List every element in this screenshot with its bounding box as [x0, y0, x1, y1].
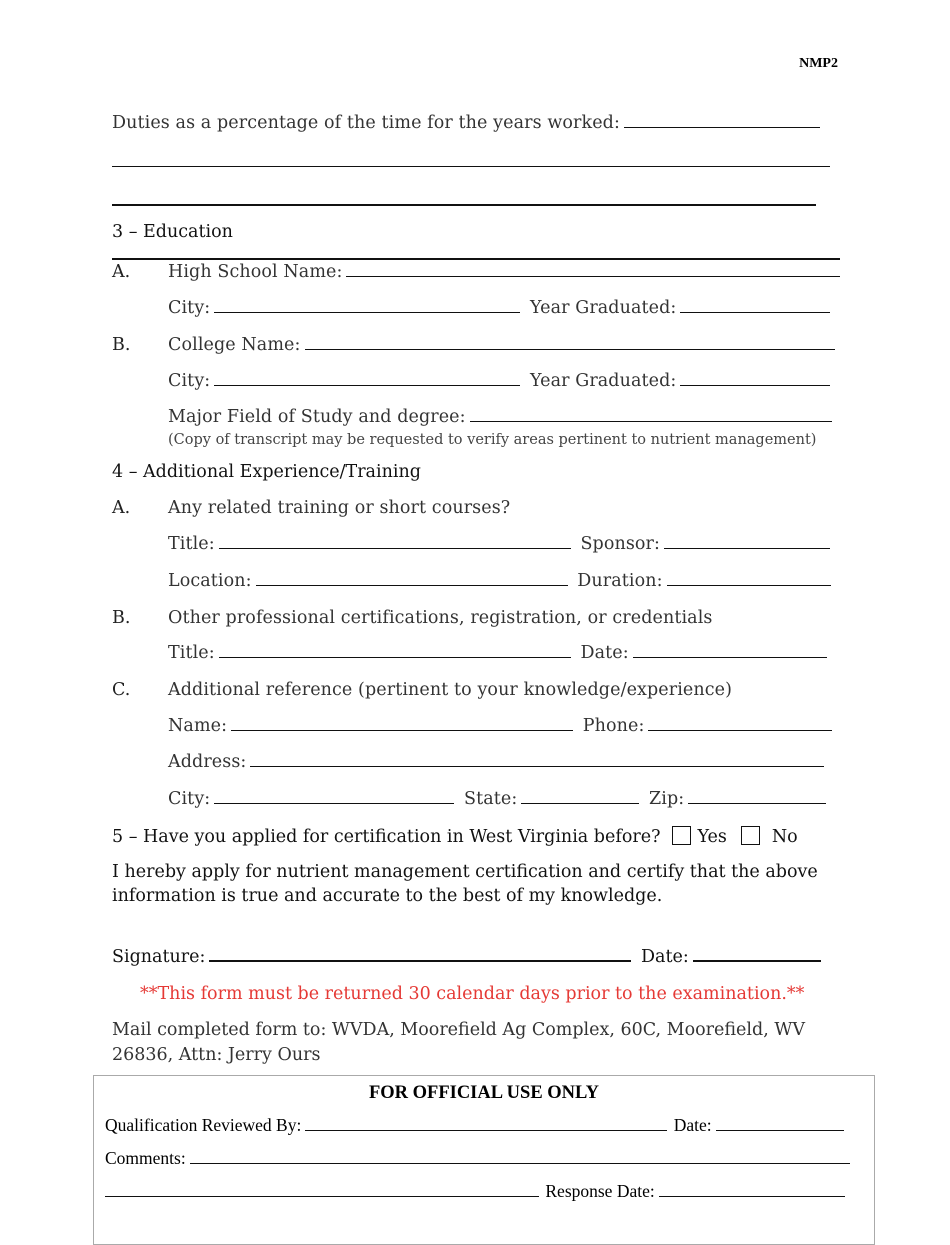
reference-address-row [168, 752, 824, 772]
training-question: Any related training or short courses? [168, 498, 511, 518]
reference-city-row [168, 789, 826, 809]
additional-b-letter: B. [112, 608, 131, 628]
education-b-letter: B. [112, 335, 131, 355]
education-divider [112, 258, 840, 260]
training-title-row [168, 534, 830, 554]
credential-date-field[interactable] [633, 657, 827, 658]
major-row [168, 407, 832, 427]
comments-row [105, 1148, 850, 1169]
college-city-label: City: [168, 371, 211, 391]
major-label: Major Field of Study and degree: [168, 407, 466, 427]
no-label: No [771, 827, 798, 847]
response-date-label: Response Date: [545, 1181, 655, 1201]
reference-city-field[interactable] [214, 803, 454, 804]
comments-label: Comments: [105, 1148, 186, 1168]
yes-checkbox[interactable] [672, 826, 691, 845]
credential-title-row [168, 643, 827, 663]
high-school-row [168, 262, 840, 282]
official-title: FOR OFFICIAL USE ONLY [368, 1083, 600, 1103]
additional-heading: 4 – Additional Experience/Training [112, 462, 421, 482]
duties-line-2[interactable] [112, 166, 830, 167]
signature-label: Signature: [112, 947, 206, 967]
response-date-field[interactable] [659, 1196, 845, 1197]
hs-year-label: Year Graduated: [529, 298, 677, 318]
reference-address-label: Address: [168, 752, 247, 772]
hs-city-row [168, 298, 830, 318]
reviewed-label: Qualification Reviewed By: [105, 1115, 302, 1135]
official-date-label: Date: [673, 1115, 712, 1135]
reference-city-label: City: [168, 789, 211, 809]
signature-date-field[interactable] [693, 960, 821, 962]
training-title-label: Title: [168, 534, 215, 554]
education-a-letter: A. [112, 262, 131, 282]
reference-question: Additional reference (pertinent to your knowledge/experience) [168, 680, 733, 700]
comments-field[interactable] [190, 1163, 850, 1164]
college-field[interactable] [305, 349, 835, 350]
location-row [168, 571, 831, 591]
sponsor-label: Sponsor: [580, 534, 661, 554]
reference-phone-label: Phone: [582, 716, 645, 736]
question5-row [112, 826, 798, 847]
no-checkbox[interactable] [741, 826, 760, 845]
signature-row [112, 947, 821, 967]
form-code: NMP2 [799, 56, 838, 71]
certify-line-1: I hereby apply for nutrient management certification and certify that the above [112, 862, 818, 882]
duties-label: Duties as a percentage of the time for the years worked: [112, 113, 620, 133]
credentials-question: Other professional certifications, registration, or credentials [168, 608, 713, 628]
credential-title-label: Title: [168, 643, 215, 663]
duties-row [112, 113, 820, 133]
comments-field-2[interactable] [105, 1196, 539, 1197]
major-field[interactable] [470, 421, 832, 422]
location-field[interactable] [256, 585, 568, 586]
return-warning: **This form must be returned 30 calendar days prior to the examination.** [140, 984, 805, 1004]
reference-state-label: State: [463, 789, 518, 809]
credential-date-label: Date: [580, 643, 629, 663]
duration-field[interactable] [667, 585, 831, 586]
high-school-field[interactable] [346, 276, 840, 277]
college-year-label: Year Graduated: [529, 371, 677, 391]
college-label: College Name: [168, 335, 301, 355]
college-city-row [168, 371, 830, 391]
reference-address-field[interactable] [250, 766, 824, 767]
additional-c-letter: C. [112, 680, 131, 700]
college-year-field[interactable] [680, 385, 830, 386]
credential-title-field[interactable] [219, 657, 571, 658]
training-title-field[interactable] [219, 548, 571, 549]
reference-name-row [168, 716, 832, 736]
sponsor-field[interactable] [664, 548, 830, 549]
duties-line-3[interactable] [112, 204, 816, 206]
signature-date-label: Date: [641, 947, 689, 967]
official-use-box [93, 1075, 875, 1245]
reference-zip-label: Zip: [649, 789, 685, 809]
certify-line-2: information is true and accurate to the best of my knowledge. [112, 886, 663, 906]
reviewed-row [105, 1115, 844, 1136]
response-row [105, 1181, 845, 1202]
additional-a-letter: A. [112, 498, 131, 518]
college-row [168, 335, 835, 355]
high-school-label: High School Name: [168, 262, 343, 282]
signature-field[interactable] [209, 960, 631, 962]
college-city-field[interactable] [214, 385, 520, 386]
hs-city-field[interactable] [214, 312, 520, 313]
reference-zip-field[interactable] [688, 803, 826, 804]
question5-text: 5 – Have you applied for certification in West Virginia before? [112, 827, 661, 847]
hs-city-label: City: [168, 298, 211, 318]
hs-year-field[interactable] [680, 312, 830, 313]
mail-line-2: 26836, Attn: Jerry Ours [112, 1045, 321, 1065]
education-heading: 3 – Education [112, 222, 233, 242]
reference-name-field[interactable] [231, 730, 573, 731]
reference-name-label: Name: [168, 716, 228, 736]
reference-phone-field[interactable] [648, 730, 832, 731]
yes-label: Yes [697, 827, 727, 847]
mail-line-1: Mail completed form to: WVDA, Moorefield Ag Complex, 60C, Moorefield, WV [112, 1020, 805, 1040]
reviewed-field[interactable] [305, 1130, 667, 1131]
transcript-note: (Copy of transcript may be requested to verify areas pertinent to nutrient management) [168, 432, 817, 448]
official-date-field[interactable] [716, 1130, 844, 1131]
reference-state-field[interactable] [521, 803, 639, 804]
location-label: Location: [168, 571, 252, 591]
duration-label: Duration: [577, 571, 663, 591]
duties-field[interactable] [624, 127, 820, 128]
